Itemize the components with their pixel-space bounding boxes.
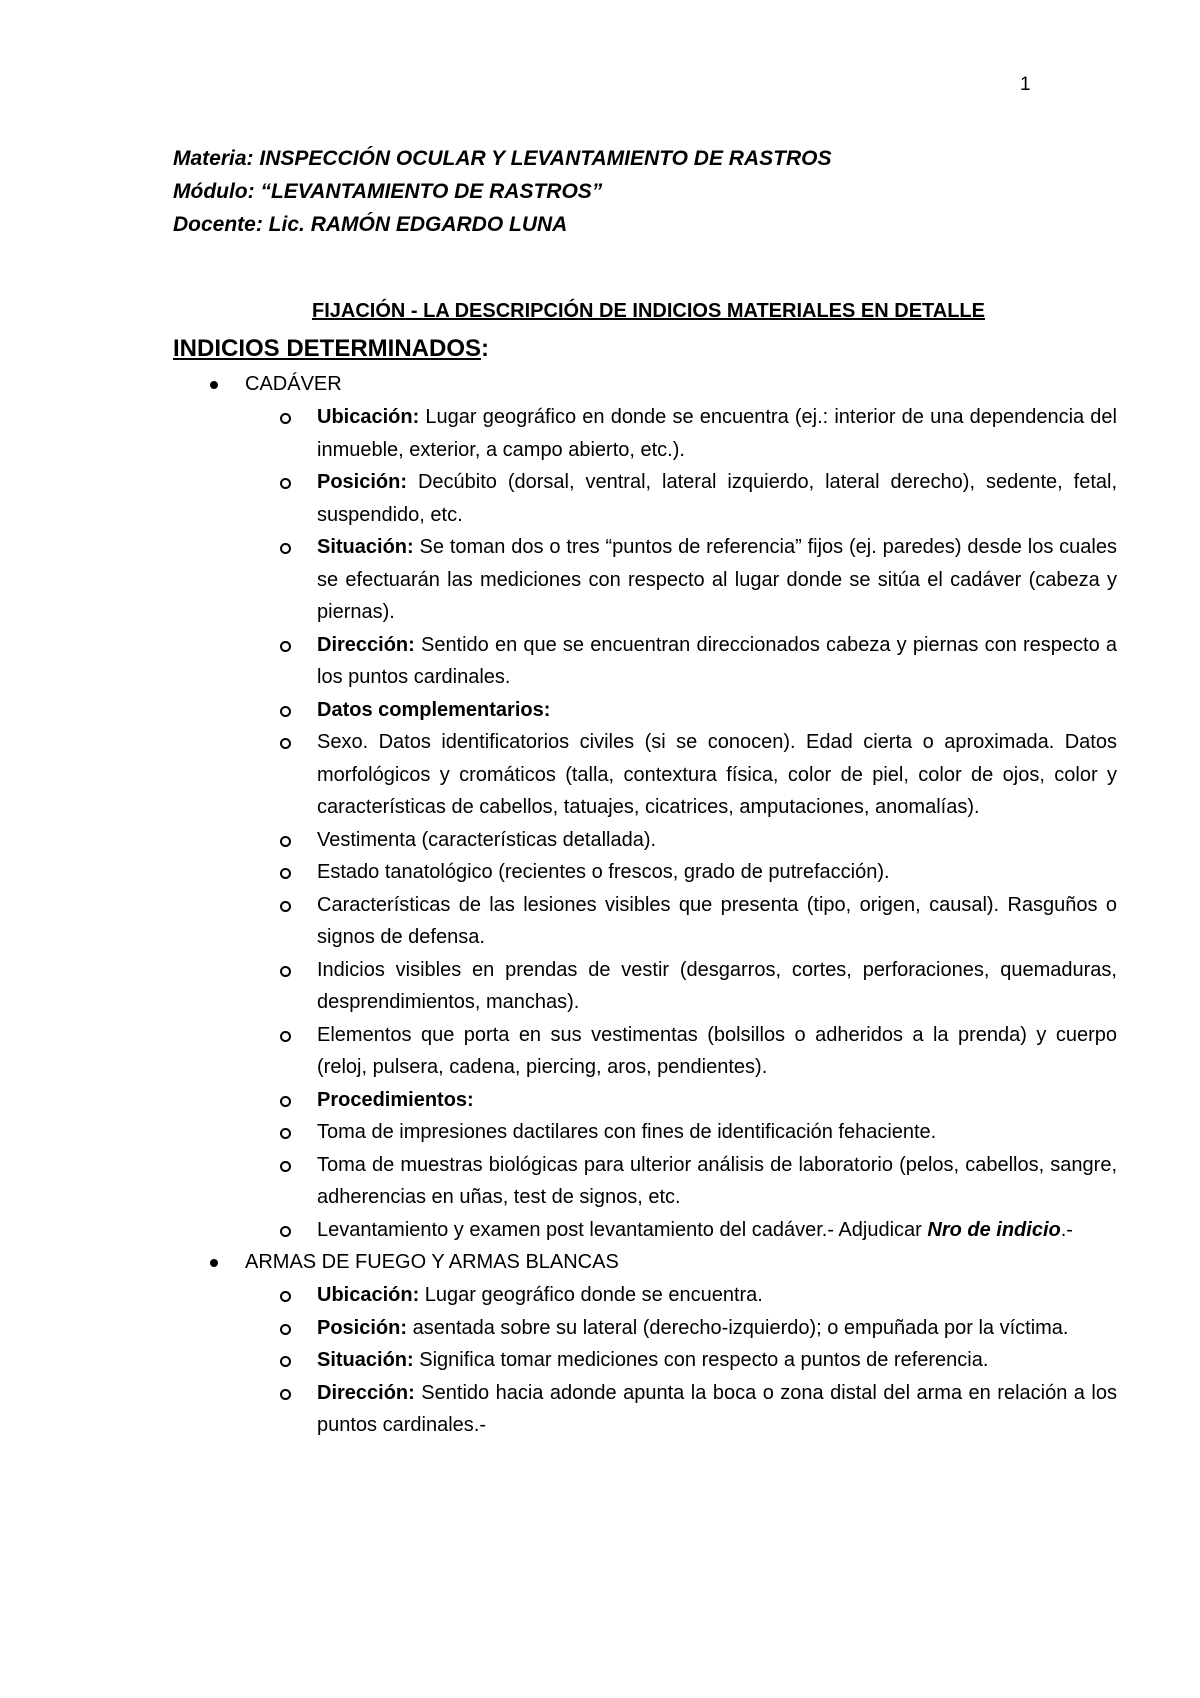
item-text: Estado tanatológico (recientes o frescos, grado de putrefacción). (317, 861, 890, 883)
circle-bullet-icon (280, 1128, 291, 1139)
circle-bullet-icon (280, 1291, 291, 1302)
item-term: Situación: (317, 1349, 414, 1371)
list-item (0, 889, 1117, 954)
item-term: Posición: (317, 471, 408, 493)
item-text: Indicios visibles en prendas de vestir (desgarros, cortes, perforaciones, quemaduras, desprendimientos, manchas). (317, 958, 1117, 1013)
item-text: Decúbito (dorsal, ventral, lateral izquierdo, lateral derecho), sedente, fetal, suspendido, etc. (317, 471, 1117, 526)
item-text: asentada sobre su lateral (derecho-izquierdo); o empuñada por la víctima. (407, 1316, 1069, 1339)
document-title: FIJACIÓN - LA DESCRIPCIÓN DE INDICIOS MATERIALES EN DETALLE (312, 300, 985, 322)
circle-bullet-icon (280, 836, 291, 847)
list-item (0, 531, 1117, 629)
item-text: Lugar geográfico donde se encuentra. (419, 1284, 763, 1306)
section-heading-colon: : (481, 335, 490, 362)
section-heading (173, 335, 489, 363)
list-item (0, 1279, 1117, 1312)
circle-bullet-icon (280, 413, 291, 424)
item-term: Procedimientos: (317, 1088, 474, 1111)
bullet-cadaver (0, 368, 1200, 401)
item-text: Sentido hacia adonde apunta la boca o zona distal del arma en relación a los puntos cardinales.- (317, 1381, 1117, 1436)
list-item (0, 1084, 1117, 1117)
bullet-label: ARMAS DE FUEGO Y ARMAS BLANCAS (245, 1251, 619, 1273)
circle-bullet-icon (280, 706, 291, 717)
circle-bullet-icon (280, 1356, 291, 1367)
circle-bullet-icon (280, 1324, 291, 1335)
item-text: Características de las lesiones visibles que presenta (tipo, origen, causal). Rasguños o signos de defensa. (317, 893, 1117, 948)
item-term: Posición: (317, 1316, 408, 1339)
item-emphasis: Nro de indicio (927, 1218, 1061, 1241)
circle-bullet-icon (280, 1389, 291, 1400)
list-item (0, 954, 1117, 1019)
document-header (173, 142, 831, 241)
item-term: Ubicación: (317, 1284, 420, 1306)
bullet-armas (0, 1246, 1200, 1279)
page-number: 1 (1020, 74, 1031, 95)
header-materia: Materia: INSPECCIÓN OCULAR Y LEVANTAMIENTO DE RASTROS (173, 147, 832, 170)
list-item (0, 1377, 1117, 1442)
bullet-dot-icon (210, 1259, 218, 1267)
list-item (0, 1019, 1117, 1084)
content (0, 368, 1200, 1442)
circle-bullet-icon (280, 1031, 291, 1042)
bullet-label: CADÁVER (245, 373, 342, 395)
circle-bullet-icon (280, 1161, 291, 1172)
item-term: Dirección: (317, 1381, 415, 1404)
item-text: Vestimenta (características detallada). (317, 828, 657, 851)
item-text: Sentido en que se encuentran direccionados cabeza y piernas con respecto a los puntos cardinales. (317, 633, 1117, 688)
item-term: Situación: (317, 536, 414, 558)
item-text: Sexo. Datos identificatorios civiles (si se conocen). Edad cierta o aproximada. Datos morfológicos y cromáticos (talla, contextura física, color de piel, color de ojos, color y características de cabellos, tatuajes, cicatrices, amputaciones, anomalías). (317, 731, 1117, 818)
header-docente: Docente: Lic. RAMÓN EDGARDO LUNA (173, 213, 568, 236)
list-item (0, 694, 1117, 727)
bullet-dot-icon (210, 381, 218, 389)
item-text: Toma de muestras biológicas para ulterior análisis de laboratorio (pelos, cabellos, sangre, adherencias en uñas, test de signos, etc. (317, 1153, 1117, 1208)
list-item (0, 824, 1117, 857)
circle-bullet-icon (280, 543, 291, 554)
list-item (0, 1149, 1117, 1214)
item-tail: .- (1060, 1218, 1073, 1241)
item-term: Ubicación: (317, 406, 420, 428)
item-term: Datos complementarios: (317, 698, 551, 721)
item-text: Se toman dos o tres “puntos de referencia” fijos (ej. paredes) desde los cuales se efectuarán las mediciones con respecto al lugar donde se sitúa el cadáver (cabeza y piernas). (317, 536, 1117, 623)
circle-bullet-icon (280, 966, 291, 977)
circle-bullet-icon (280, 738, 291, 749)
circle-bullet-icon (280, 478, 291, 489)
list-item (0, 1312, 1117, 1345)
list-item (0, 1214, 1117, 1247)
item-text: Elementos que porta en sus vestimentas (bolsillos o adheridos a la prenda) y cuerpo (reloj, pulsera, cadena, piercing, aros, pendientes). (317, 1023, 1117, 1078)
item-term: Dirección: (317, 633, 415, 656)
circle-bullet-icon (280, 901, 291, 912)
item-text: Toma de impresiones dactilares con fines de identificación fehaciente. (317, 1121, 937, 1143)
item-text: Levantamiento y examen post levantamiento del cadáver.- Adjudicar (317, 1218, 928, 1241)
list-item (0, 856, 1117, 889)
cadaver-items (0, 401, 1200, 1246)
list-item (0, 629, 1117, 694)
circle-bullet-icon (280, 868, 291, 879)
circle-bullet-icon (280, 1096, 291, 1107)
section-heading-text: INDICIOS DETERMINADOS (173, 335, 482, 362)
list-item (0, 466, 1117, 531)
list-item (0, 1116, 1117, 1149)
list-item (0, 726, 1117, 824)
list-item (0, 401, 1117, 466)
item-text: Lugar geográfico en donde se encuentra (ej.: interior de una dependencia del inmueble, exterior, a campo abierto, etc.). (317, 406, 1117, 461)
list-item (0, 1344, 1117, 1377)
header-modulo: Módulo: “LEVANTAMIENTO DE RASTROS” (173, 180, 603, 203)
circle-bullet-icon (280, 1226, 291, 1237)
item-text: Significa tomar mediciones con respecto a puntos de referencia. (413, 1349, 989, 1371)
circle-bullet-icon (280, 641, 291, 652)
armas-items (0, 1279, 1200, 1442)
